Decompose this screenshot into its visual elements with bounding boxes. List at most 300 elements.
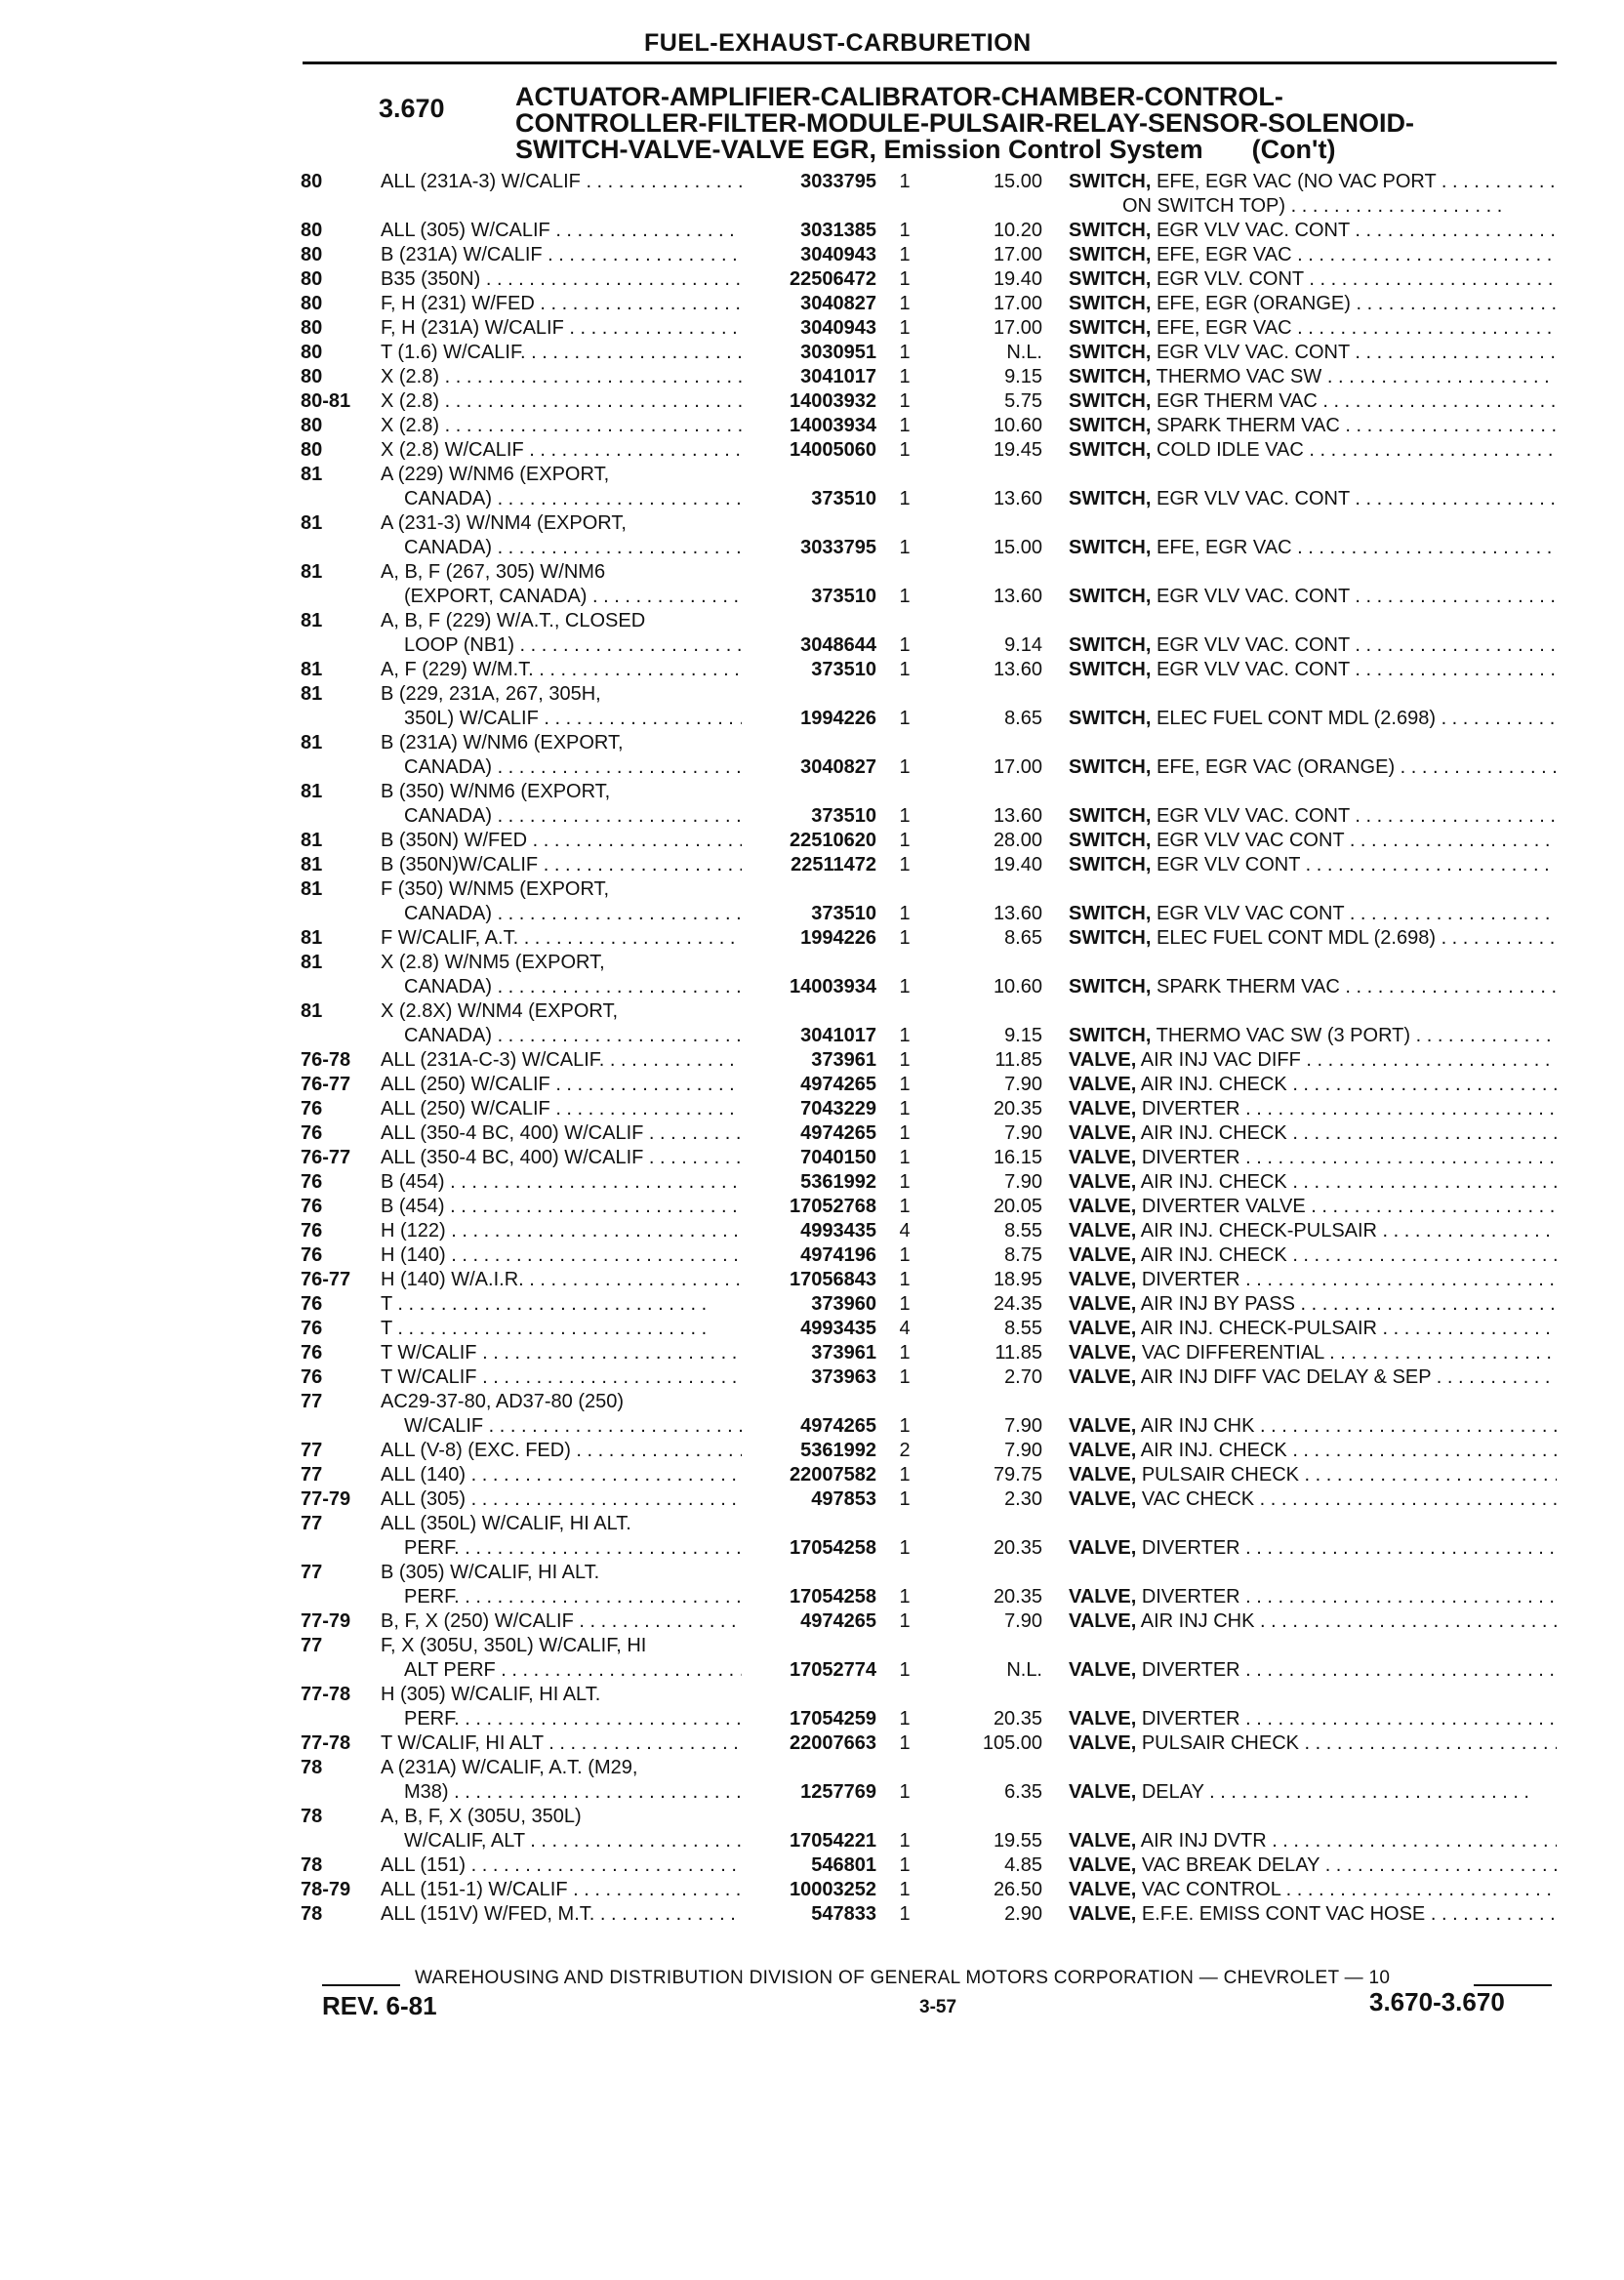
application xyxy=(381,1097,742,1121)
section-title-text: SWITCH-VALVE-VALVE EGR, Emission Control System xyxy=(515,135,1203,164)
parts-row xyxy=(0,1634,1624,1683)
quantity: 1 xyxy=(899,1074,911,1095)
part-name: VALVE, xyxy=(1069,1488,1137,1510)
description-text: DIVERTER xyxy=(1141,1537,1240,1559)
description xyxy=(1069,1268,1557,1292)
application-line: F, H (231) W/FED . . . xyxy=(381,292,742,316)
part-name: SWITCH, xyxy=(1069,171,1152,192)
description xyxy=(1069,633,1557,658)
parts-row xyxy=(0,219,1624,243)
description-line xyxy=(1069,1902,1557,1927)
description xyxy=(1069,1243,1557,1268)
description-text: VAC CHECK xyxy=(1141,1488,1255,1510)
application-line: ALL (151V) W/FED, M.T. . . . xyxy=(381,1902,742,1927)
application-line: B (454) . . . xyxy=(381,1195,742,1219)
parts-row xyxy=(0,1487,1624,1512)
description xyxy=(1069,1731,1557,1756)
quantity: 1 xyxy=(899,1049,911,1071)
description-line xyxy=(1069,853,1557,877)
model-year: 77 xyxy=(301,1635,323,1656)
part-name: SWITCH, xyxy=(1069,537,1152,558)
application xyxy=(381,682,742,731)
application xyxy=(381,243,742,267)
price: 2.70 xyxy=(1004,1366,1042,1388)
application xyxy=(381,170,742,194)
application xyxy=(381,219,742,243)
footer-rule-right xyxy=(1474,1984,1552,1986)
application-line: X (2.8) W/CALIF . . . xyxy=(381,438,742,463)
description-line xyxy=(1069,633,1557,658)
part-number: 373510 xyxy=(811,659,876,680)
parts-row xyxy=(0,1073,1624,1097)
model-year: 80 xyxy=(301,171,323,192)
part-number: 373963 xyxy=(811,1366,876,1388)
description xyxy=(1069,1219,1557,1243)
model-year: 77-78 xyxy=(301,1684,351,1705)
description xyxy=(1069,755,1557,780)
description xyxy=(1069,292,1557,316)
part-number: 1994226 xyxy=(800,927,876,949)
description-line xyxy=(1069,1170,1557,1195)
application-line: H (122) . . . xyxy=(381,1219,742,1243)
description xyxy=(1069,1170,1557,1195)
price: 7.90 xyxy=(1004,1440,1042,1461)
quantity: 1 xyxy=(899,1903,911,1925)
model-year: 78 xyxy=(301,1854,323,1876)
description-line xyxy=(1069,219,1557,243)
description-line xyxy=(1069,1414,1557,1439)
application-line: ALL (V-8) (EXC. FED) . . . xyxy=(381,1439,742,1463)
quantity: 1 xyxy=(899,390,911,412)
application-line: ALL (231A-3) W/CALIF . . . xyxy=(381,170,742,194)
part-name: SWITCH, xyxy=(1069,390,1152,412)
part-number: 17052774 xyxy=(790,1659,876,1681)
parts-row xyxy=(0,1097,1624,1121)
parts-row xyxy=(0,389,1624,414)
part-number: 3048644 xyxy=(800,634,876,656)
description-line xyxy=(1069,1097,1557,1121)
part-name: SWITCH, xyxy=(1069,976,1152,998)
part-name: VALVE, xyxy=(1069,1903,1137,1925)
part-name: SWITCH, xyxy=(1069,268,1152,290)
description xyxy=(1069,1853,1557,1878)
description-line xyxy=(1069,926,1557,951)
part-name: VALVE, xyxy=(1069,1415,1137,1437)
quantity: 1 xyxy=(899,854,911,875)
parts-row xyxy=(0,1853,1624,1878)
description-text: AIR INJ. CHECK-PULSAIR xyxy=(1140,1220,1377,1242)
application xyxy=(381,926,742,951)
application-line: H (305) W/CALIF, HI ALT. xyxy=(381,1684,601,1705)
application xyxy=(381,1731,742,1756)
application-line: A, B, F, X (305U, 350L) xyxy=(381,1806,582,1827)
part-name: SWITCH, xyxy=(1069,756,1152,778)
application xyxy=(381,292,742,316)
model-year: 81 xyxy=(301,830,323,851)
application xyxy=(381,951,742,999)
description-line xyxy=(1069,658,1557,682)
price: 4.85 xyxy=(1004,1854,1042,1876)
description-text: EGR VLV VAC. CONT xyxy=(1157,488,1350,509)
part-number: 14003934 xyxy=(790,976,876,998)
part-name: VALVE, xyxy=(1069,1537,1137,1559)
application-line: M38) . . . xyxy=(381,1780,742,1805)
parts-row xyxy=(0,731,1624,780)
quantity: 1 xyxy=(899,927,911,949)
part-name: SWITCH, xyxy=(1069,830,1152,851)
application xyxy=(381,1853,742,1878)
part-name: VALVE, xyxy=(1069,1098,1137,1120)
part-name: SWITCH, xyxy=(1069,634,1152,656)
application-line: 350L) W/CALIF . . . xyxy=(381,707,742,731)
description-text: AIR INJ BY PASS xyxy=(1140,1293,1295,1315)
parts-row xyxy=(0,1805,1624,1853)
description xyxy=(1069,1146,1557,1170)
description xyxy=(1069,804,1557,829)
part-number: 373961 xyxy=(811,1049,876,1071)
description-line xyxy=(1069,1829,1557,1853)
model-year: 81 xyxy=(301,683,323,705)
model-year: 80 xyxy=(301,366,323,387)
description-text: DIVERTER xyxy=(1141,1098,1240,1120)
description-text: AIR INJ CHK xyxy=(1140,1610,1255,1632)
section-title xyxy=(515,84,1560,163)
quantity: 1 xyxy=(899,1854,911,1876)
part-name: VALVE, xyxy=(1069,1586,1137,1608)
part-number: 373961 xyxy=(811,1342,876,1364)
application-line: PERF. . . . xyxy=(381,1536,742,1561)
description-line xyxy=(1069,1439,1557,1463)
description-line xyxy=(1069,1317,1557,1341)
quantity: 1 xyxy=(899,488,911,509)
application-line: CANADA) . . . xyxy=(381,804,742,829)
part-name: SWITCH, xyxy=(1069,659,1152,680)
parts-row xyxy=(0,560,1624,609)
quantity: 1 xyxy=(899,1464,911,1486)
model-year: 76 xyxy=(301,1122,323,1144)
description-text: AIR INJ DIFF VAC DELAY & SEP xyxy=(1140,1366,1432,1388)
description xyxy=(1069,1121,1557,1146)
model-year: 77-79 xyxy=(301,1488,351,1510)
part-number: 17054221 xyxy=(790,1830,876,1852)
parts-row xyxy=(0,1243,1624,1268)
description-line xyxy=(1069,1195,1557,1219)
part-name: SWITCH, xyxy=(1069,805,1152,827)
description xyxy=(1069,536,1557,560)
application xyxy=(381,1219,742,1243)
price: 7.90 xyxy=(1004,1415,1042,1437)
part-number: 22007663 xyxy=(790,1732,876,1754)
application-line: T . . . xyxy=(381,1292,742,1317)
part-name: SWITCH, xyxy=(1069,439,1152,461)
price: 17.00 xyxy=(993,293,1042,314)
application-line: B (231A) W/CALIF . . . xyxy=(381,243,742,267)
part-number: 5361992 xyxy=(800,1171,876,1193)
part-name: VALVE, xyxy=(1069,1879,1137,1900)
description-text: EGR VLV VAC. CONT xyxy=(1157,342,1350,363)
description xyxy=(1069,1829,1557,1853)
part-number: 3040943 xyxy=(800,317,876,339)
price: 8.55 xyxy=(1004,1220,1042,1242)
description xyxy=(1069,267,1557,292)
application xyxy=(381,1902,742,1927)
part-name: VALVE, xyxy=(1069,1732,1137,1754)
model-year: 81 xyxy=(301,927,323,949)
parts-row xyxy=(0,609,1624,658)
part-number: 4974265 xyxy=(800,1415,876,1437)
description-text: EGR VLV VAC. CONT xyxy=(1157,659,1350,680)
description-text: EFE, EGR VAC xyxy=(1157,244,1292,265)
part-name: SWITCH, xyxy=(1069,244,1152,265)
description-text: EFE, EGR VAC (ORANGE) xyxy=(1157,756,1396,778)
application-line: W/CALIF, ALT . . . xyxy=(381,1829,742,1853)
price: 11.85 xyxy=(995,1049,1042,1071)
quantity: 1 xyxy=(899,342,911,363)
description-text: EFE, EGR VAC xyxy=(1157,537,1292,558)
part-number: 4993435 xyxy=(800,1318,876,1339)
description-line xyxy=(1069,1487,1557,1512)
price: 8.65 xyxy=(1004,927,1042,949)
application-line: PERF. . . . xyxy=(381,1707,742,1731)
application-line: X (2.8) . . . xyxy=(381,414,742,438)
price: 13.60 xyxy=(993,488,1042,509)
application xyxy=(381,1683,742,1731)
quantity: 1 xyxy=(899,171,911,192)
application-line: LOOP (NB1) . . . xyxy=(381,633,742,658)
application-line: CANADA) . . . xyxy=(381,755,742,780)
application-line: CANADA) . . . xyxy=(381,487,742,511)
application xyxy=(381,1365,742,1390)
parts-row xyxy=(0,1878,1624,1902)
price: 7.90 xyxy=(1004,1171,1042,1193)
part-number: 3041017 xyxy=(800,366,876,387)
quantity: 1 xyxy=(899,1732,911,1754)
parts-row xyxy=(0,1292,1624,1317)
application-line: ALL (151) . . . xyxy=(381,1853,742,1878)
price: 20.05 xyxy=(993,1196,1042,1217)
description-line xyxy=(1069,1219,1557,1243)
model-year: 76 xyxy=(301,1366,323,1388)
description-line xyxy=(1069,341,1557,365)
part-number: 373960 xyxy=(811,1293,876,1315)
parts-row xyxy=(0,1463,1624,1487)
description-line xyxy=(1069,1121,1557,1146)
part-name: VALVE, xyxy=(1069,1781,1137,1803)
description xyxy=(1069,487,1557,511)
part-name: VALVE, xyxy=(1069,1220,1137,1242)
price: 105.00 xyxy=(982,1732,1042,1754)
description-line xyxy=(1069,1024,1557,1048)
description xyxy=(1069,170,1557,219)
application xyxy=(381,267,742,292)
description-text: PULSAIR CHECK xyxy=(1141,1732,1299,1754)
model-year: 81 xyxy=(301,659,323,680)
description-text: SPARK THERM VAC xyxy=(1157,976,1340,998)
quantity: 1 xyxy=(899,756,911,778)
section-title-line: ACTUATOR-AMPLIFIER-CALIBRATOR-CHAMBER-CONTROL- xyxy=(515,82,1283,111)
description-line xyxy=(1069,1268,1557,1292)
description-text: VAC CONTROL xyxy=(1141,1879,1281,1900)
quantity: 1 xyxy=(899,1415,911,1437)
application xyxy=(381,1439,742,1463)
description-line xyxy=(1069,316,1557,341)
quantity: 1 xyxy=(899,415,911,436)
quantity: 1 xyxy=(899,1488,911,1510)
description-text: AIR INJ. CHECK xyxy=(1140,1244,1287,1266)
part-number: 373510 xyxy=(811,488,876,509)
application xyxy=(381,560,742,609)
price: 79.75 xyxy=(993,1464,1042,1486)
price: 19.40 xyxy=(993,268,1042,290)
part-name: SWITCH, xyxy=(1069,415,1152,436)
parts-row xyxy=(0,999,1624,1048)
part-number: 17054259 xyxy=(790,1708,876,1730)
quantity: 4 xyxy=(899,1318,911,1339)
section-range: 3.670-3.670 xyxy=(1369,1987,1505,2016)
part-number: 1257769 xyxy=(800,1781,876,1803)
quantity: 1 xyxy=(899,1830,911,1852)
model-year: 80 xyxy=(301,342,323,363)
revision-label: REV. 6-81 xyxy=(322,1991,437,2020)
part-name: VALVE, xyxy=(1069,1049,1137,1071)
description xyxy=(1069,365,1557,389)
application-line: F, X (305U, 350L) W/CALIF, HI xyxy=(381,1635,647,1656)
application xyxy=(381,316,742,341)
part-number: 3033795 xyxy=(800,171,876,192)
description-text: AIR INJ. CHECK xyxy=(1140,1122,1287,1144)
application-line: PERF. . . . xyxy=(381,1585,742,1609)
parts-row xyxy=(0,243,1624,267)
description xyxy=(1069,1878,1557,1902)
price: 8.65 xyxy=(1004,708,1042,729)
description-line xyxy=(1069,804,1557,829)
parts-row xyxy=(0,316,1624,341)
price: 11.85 xyxy=(995,1342,1042,1364)
description-text: COLD IDLE VAC xyxy=(1157,439,1304,461)
application-line: B (229, 231A, 267, 305H, xyxy=(381,683,601,705)
price: 15.00 xyxy=(993,537,1042,558)
continued-label: (Con't) xyxy=(1251,135,1336,164)
description xyxy=(1069,707,1557,731)
application-line: X (2.8X) W/NM4 (EXPORT, xyxy=(381,1000,619,1022)
application-line: H (140) W/A.I.R. . . . xyxy=(381,1268,742,1292)
parts-row xyxy=(0,1268,1624,1292)
application xyxy=(381,1073,742,1097)
part-number: 22510620 xyxy=(790,830,876,851)
quantity: 1 xyxy=(899,293,911,314)
application-line: CANADA) . . . xyxy=(381,1024,742,1048)
price: 2.90 xyxy=(1004,1903,1042,1925)
part-name: VALVE, xyxy=(1069,1342,1137,1364)
description-text: EFE, EGR VAC (NO VAC PORT xyxy=(1157,171,1437,192)
application xyxy=(381,1878,742,1902)
application-line: T W/CALIF . . . xyxy=(381,1341,742,1365)
application-line: A (231-3) W/NM4 (EXPORT, xyxy=(381,512,627,534)
quantity: 1 xyxy=(899,659,911,680)
part-name: SWITCH, xyxy=(1069,293,1152,314)
description-line xyxy=(1069,243,1557,267)
application-line: ALL (305) W/CALIF . . . xyxy=(381,219,742,243)
parts-row xyxy=(0,1121,1624,1146)
description xyxy=(1069,658,1557,682)
parts-row xyxy=(0,292,1624,316)
price: 13.60 xyxy=(993,659,1042,680)
part-name: VALVE, xyxy=(1069,1244,1137,1266)
part-name: VALVE, xyxy=(1069,1464,1137,1486)
parts-row xyxy=(0,1341,1624,1365)
application-line: A, B, F (229) W/A.T., CLOSED xyxy=(381,610,646,631)
parts-row xyxy=(0,463,1624,511)
application xyxy=(381,1756,742,1805)
application xyxy=(381,1341,742,1365)
part-number: 17054258 xyxy=(790,1586,876,1608)
description-continuation: ON SWITCH TOP) . . . xyxy=(1069,194,1557,219)
description xyxy=(1069,1024,1557,1048)
model-year: 80 xyxy=(301,220,323,241)
quantity: 1 xyxy=(899,317,911,339)
application-line: T (1.6) W/CALIF. . . . xyxy=(381,341,742,365)
parts-row xyxy=(0,365,1624,389)
application-line: B, F, X (250) W/CALIF . . . xyxy=(381,1609,742,1634)
application-line: B (350N) W/FED . . . xyxy=(381,829,742,853)
quantity: 1 xyxy=(899,1781,911,1803)
description xyxy=(1069,585,1557,609)
description-line xyxy=(1069,389,1557,414)
price: 13.60 xyxy=(993,586,1042,607)
part-number: 3040827 xyxy=(800,293,876,314)
description-text: THERMO VAC SW (3 PORT) xyxy=(1156,1025,1411,1046)
part-name: SWITCH, xyxy=(1069,317,1152,339)
quantity: 1 xyxy=(899,1025,911,1046)
part-number: 14003932 xyxy=(790,390,876,412)
part-number: 4974265 xyxy=(800,1122,876,1144)
quantity: 1 xyxy=(899,976,911,998)
description xyxy=(1069,243,1557,267)
price: 10.20 xyxy=(993,220,1042,241)
part-number: 17056843 xyxy=(790,1269,876,1290)
part-number: 4993435 xyxy=(800,1220,876,1242)
model-year: 80 xyxy=(301,244,323,265)
description-text: EGR VLV VAC. CONT xyxy=(1157,634,1350,656)
quantity: 1 xyxy=(899,1610,911,1632)
price: 8.75 xyxy=(1004,1244,1042,1266)
application xyxy=(381,1243,742,1268)
quantity: 1 xyxy=(899,1879,911,1900)
application-line: B (305) W/CALIF, HI ALT. xyxy=(381,1562,600,1583)
description-line xyxy=(1069,1609,1557,1634)
description-text: EGR VLV VAC. CONT xyxy=(1157,586,1350,607)
model-year: 81 xyxy=(301,561,323,583)
parts-row xyxy=(0,1170,1624,1195)
description-line xyxy=(1069,536,1557,560)
application-line: B (350) W/NM6 (EXPORT, xyxy=(381,781,611,802)
description-text: EGR THERM VAC xyxy=(1157,390,1318,412)
description xyxy=(1069,341,1557,365)
price: N.L. xyxy=(1006,1659,1042,1681)
parts-row xyxy=(0,438,1624,463)
description xyxy=(1069,902,1557,926)
price: 8.55 xyxy=(1004,1318,1042,1339)
description-line xyxy=(1069,365,1557,389)
description xyxy=(1069,1195,1557,1219)
application xyxy=(381,1317,742,1341)
model-year: 81 xyxy=(301,464,323,485)
description-text: E.F.E. EMISS CONT VAC HOSE xyxy=(1141,1903,1426,1925)
description-text: DELAY xyxy=(1141,1781,1204,1803)
quantity: 1 xyxy=(899,634,911,656)
footer-rule-left xyxy=(322,1984,400,1986)
description xyxy=(1069,853,1557,877)
